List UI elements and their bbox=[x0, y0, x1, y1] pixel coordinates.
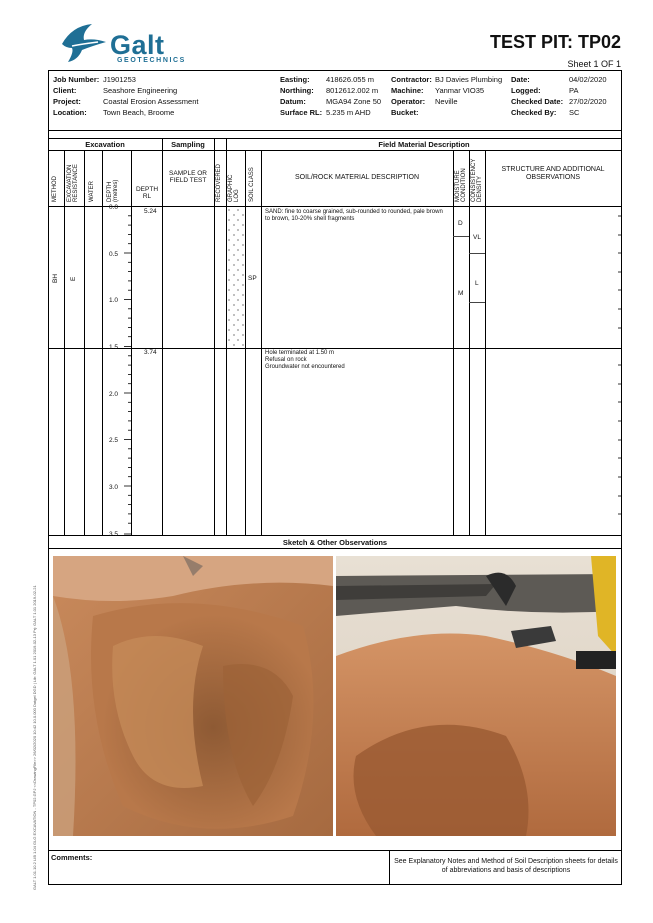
pit-photo bbox=[53, 556, 333, 836]
page-title: TEST PIT: TP02 bbox=[489, 32, 621, 52]
northing-value: 8012612.002 m bbox=[326, 86, 379, 95]
right-tick-marks bbox=[615, 206, 622, 535]
header-col2 bbox=[280, 75, 386, 117]
column-line bbox=[453, 150, 454, 535]
machine-value: Yanmar VIO35 bbox=[435, 86, 485, 95]
contractor-label: Contractor: bbox=[391, 75, 432, 84]
spoil-pile-photo bbox=[336, 556, 616, 836]
method-value: BH bbox=[52, 273, 59, 283]
depth-tick-label: 0.5 bbox=[108, 251, 118, 258]
depth-tick-label: 1.5 bbox=[108, 344, 118, 351]
consistency-col-header: CONSISTENCY DENSITY bbox=[471, 158, 484, 202]
divider bbox=[48, 548, 622, 549]
graphic-log-sand-pattern bbox=[227, 207, 245, 347]
datum-label: Datum: bbox=[280, 97, 306, 106]
easting-value: 418626.055 m bbox=[326, 75, 374, 84]
brand-name: Galt bbox=[110, 30, 165, 60]
project-value: Coastal Erosion Assessment bbox=[103, 97, 199, 106]
job-number-value: J1901253 bbox=[103, 75, 136, 84]
depth-tick-label: 0.0 bbox=[108, 204, 118, 211]
end-note-refusal: Refusal on rock bbox=[265, 357, 307, 364]
divider bbox=[48, 150, 622, 151]
surface-rl-value: 5.235 m AHD bbox=[326, 108, 371, 117]
column-line bbox=[214, 138, 215, 535]
layer1-description: SAND: fine to coarse grained, sub-rounded to rounded, pale brown to brown, 10-20% shell fragments bbox=[265, 209, 443, 223]
column-line bbox=[469, 150, 470, 535]
end-of-hole-notes bbox=[265, 350, 445, 372]
sample-col-header: SAMPLE OR FIELD TEST bbox=[169, 170, 207, 185]
density-value-l: L bbox=[475, 280, 479, 287]
structure-col-header: STRUCTURE AND ADDITIONAL OBSERVATIONS bbox=[501, 166, 605, 182]
column-line bbox=[261, 150, 262, 535]
soil-class-value: SP bbox=[248, 275, 257, 282]
footer-divider bbox=[389, 850, 390, 885]
bucket-value bbox=[435, 108, 511, 117]
checked-by-label: Checked By: bbox=[511, 108, 557, 117]
sampling-section-header: Sampling bbox=[171, 140, 205, 149]
project-label: Project: bbox=[53, 97, 81, 106]
rl-bottom-value: 3.74 bbox=[144, 349, 157, 356]
water-col-header: WATER bbox=[89, 181, 95, 202]
brand-sub: GEOTECHNICS bbox=[117, 57, 186, 64]
easting-label: Easting: bbox=[280, 75, 310, 84]
end-note-termination: Hole terminated at 1.50 m bbox=[265, 350, 335, 356]
excavation-section-header: Excavation bbox=[85, 140, 125, 149]
rl-top-value: 5.24 bbox=[144, 208, 157, 215]
checked-by-value: SC bbox=[569, 108, 580, 117]
depth-rl-col-header: DEPTH RL bbox=[135, 186, 159, 201]
depth-tick-label: 2.5 bbox=[108, 437, 118, 444]
header-col4 bbox=[511, 75, 619, 117]
moisture-divider bbox=[453, 236, 469, 237]
end-note-groundwater: Groundwater not encountered bbox=[265, 364, 345, 371]
resistance-col-header: EXCAVATION RESISTANCE bbox=[67, 164, 80, 202]
sketch-section-title: Sketch & Other Observations bbox=[282, 538, 388, 547]
client-label: Client: bbox=[53, 86, 77, 95]
location-value: Town Beach, Broome bbox=[103, 108, 175, 117]
date-label: Date: bbox=[511, 75, 530, 84]
checked-date-label: Checked Date: bbox=[511, 97, 564, 106]
density-divider bbox=[469, 302, 485, 303]
date-value: 04/02/2020 bbox=[569, 75, 607, 84]
divider bbox=[48, 130, 622, 131]
column-line bbox=[245, 150, 246, 535]
column-line bbox=[162, 138, 163, 535]
moisture-col-header: MOISTURE CONDITION bbox=[455, 168, 468, 202]
column-line bbox=[485, 150, 486, 535]
bucket-label: Bucket: bbox=[391, 108, 419, 117]
resistance-value: E bbox=[70, 276, 77, 281]
graphic-log-col-header: GRAPHIC LOG bbox=[228, 174, 241, 202]
company-logo bbox=[58, 20, 188, 70]
location-label: Location: bbox=[53, 108, 87, 117]
moisture-value-moist: M bbox=[458, 290, 464, 297]
datum-value: MGA94 Zone 50 bbox=[326, 97, 382, 106]
depth-col-header: DEPTH (metres) bbox=[107, 179, 120, 202]
moisture-value-dry: D bbox=[458, 220, 463, 227]
recovered-col-header: RECOVERED bbox=[216, 163, 222, 202]
logged-value: PA bbox=[569, 86, 579, 95]
divider bbox=[48, 138, 622, 139]
header-col3 bbox=[391, 75, 511, 117]
client-value: Seashore Engineering bbox=[103, 86, 178, 95]
footer-note: See Explanatory Notes and Method of Soil Description sheets for details of abbreviations and basis of descriptions bbox=[394, 858, 618, 874]
side-file-reference: GALT 1.01.10.2 LIB 1.04 GLG EXCAVATION - TP02.GPJ <<DrawingFile>> 26/02/2020 10:42 10.0.000 Datgel DGD | Lib: GALT 1.01 2019-02-13 Prj: GALT 1.01 2019-02-21 bbox=[32, 585, 37, 890]
comments-label: Comments: bbox=[51, 853, 93, 862]
northing-label: Northing: bbox=[280, 86, 314, 95]
galt-bird-icon bbox=[58, 20, 110, 64]
surface-rl-label: Surface RL: bbox=[280, 108, 323, 117]
contractor-value: BJ Davies Plumbing bbox=[435, 75, 503, 84]
divider bbox=[48, 535, 622, 536]
logged-label: Logged: bbox=[511, 86, 541, 95]
depth-tick-label: 3.5 bbox=[108, 531, 118, 538]
column-line bbox=[84, 150, 85, 535]
density-value-vl: VL bbox=[473, 234, 481, 241]
density-divider bbox=[469, 253, 485, 254]
depth-tick-marks bbox=[118, 206, 131, 535]
job-number-label: Job Number: bbox=[53, 75, 100, 84]
machine-label: Machine: bbox=[391, 86, 424, 95]
depth-tick-label: 2.0 bbox=[108, 391, 118, 398]
material-col-header: SOIL/ROCK MATERIAL DESCRIPTION bbox=[294, 174, 420, 181]
divider bbox=[48, 850, 622, 851]
soil-class-col-header: SOIL CLASS bbox=[249, 167, 255, 202]
divider bbox=[48, 206, 622, 207]
method-col-header: METHOD bbox=[52, 176, 58, 202]
field-section-header: Field Material Description bbox=[378, 140, 470, 149]
layer-boundary-line bbox=[48, 348, 622, 349]
column-line bbox=[131, 150, 132, 535]
checked-date-value: 27/02/2020 bbox=[569, 97, 607, 106]
depth-tick-label: 1.0 bbox=[108, 297, 118, 304]
depth-tick-label: 3.0 bbox=[108, 484, 118, 491]
operator-value: Neville bbox=[435, 97, 458, 106]
sheet-number: Sheet 1 OF 1 bbox=[567, 59, 621, 69]
operator-label: Operator: bbox=[391, 97, 426, 106]
header-col1 bbox=[53, 75, 223, 117]
column-line bbox=[64, 150, 65, 535]
